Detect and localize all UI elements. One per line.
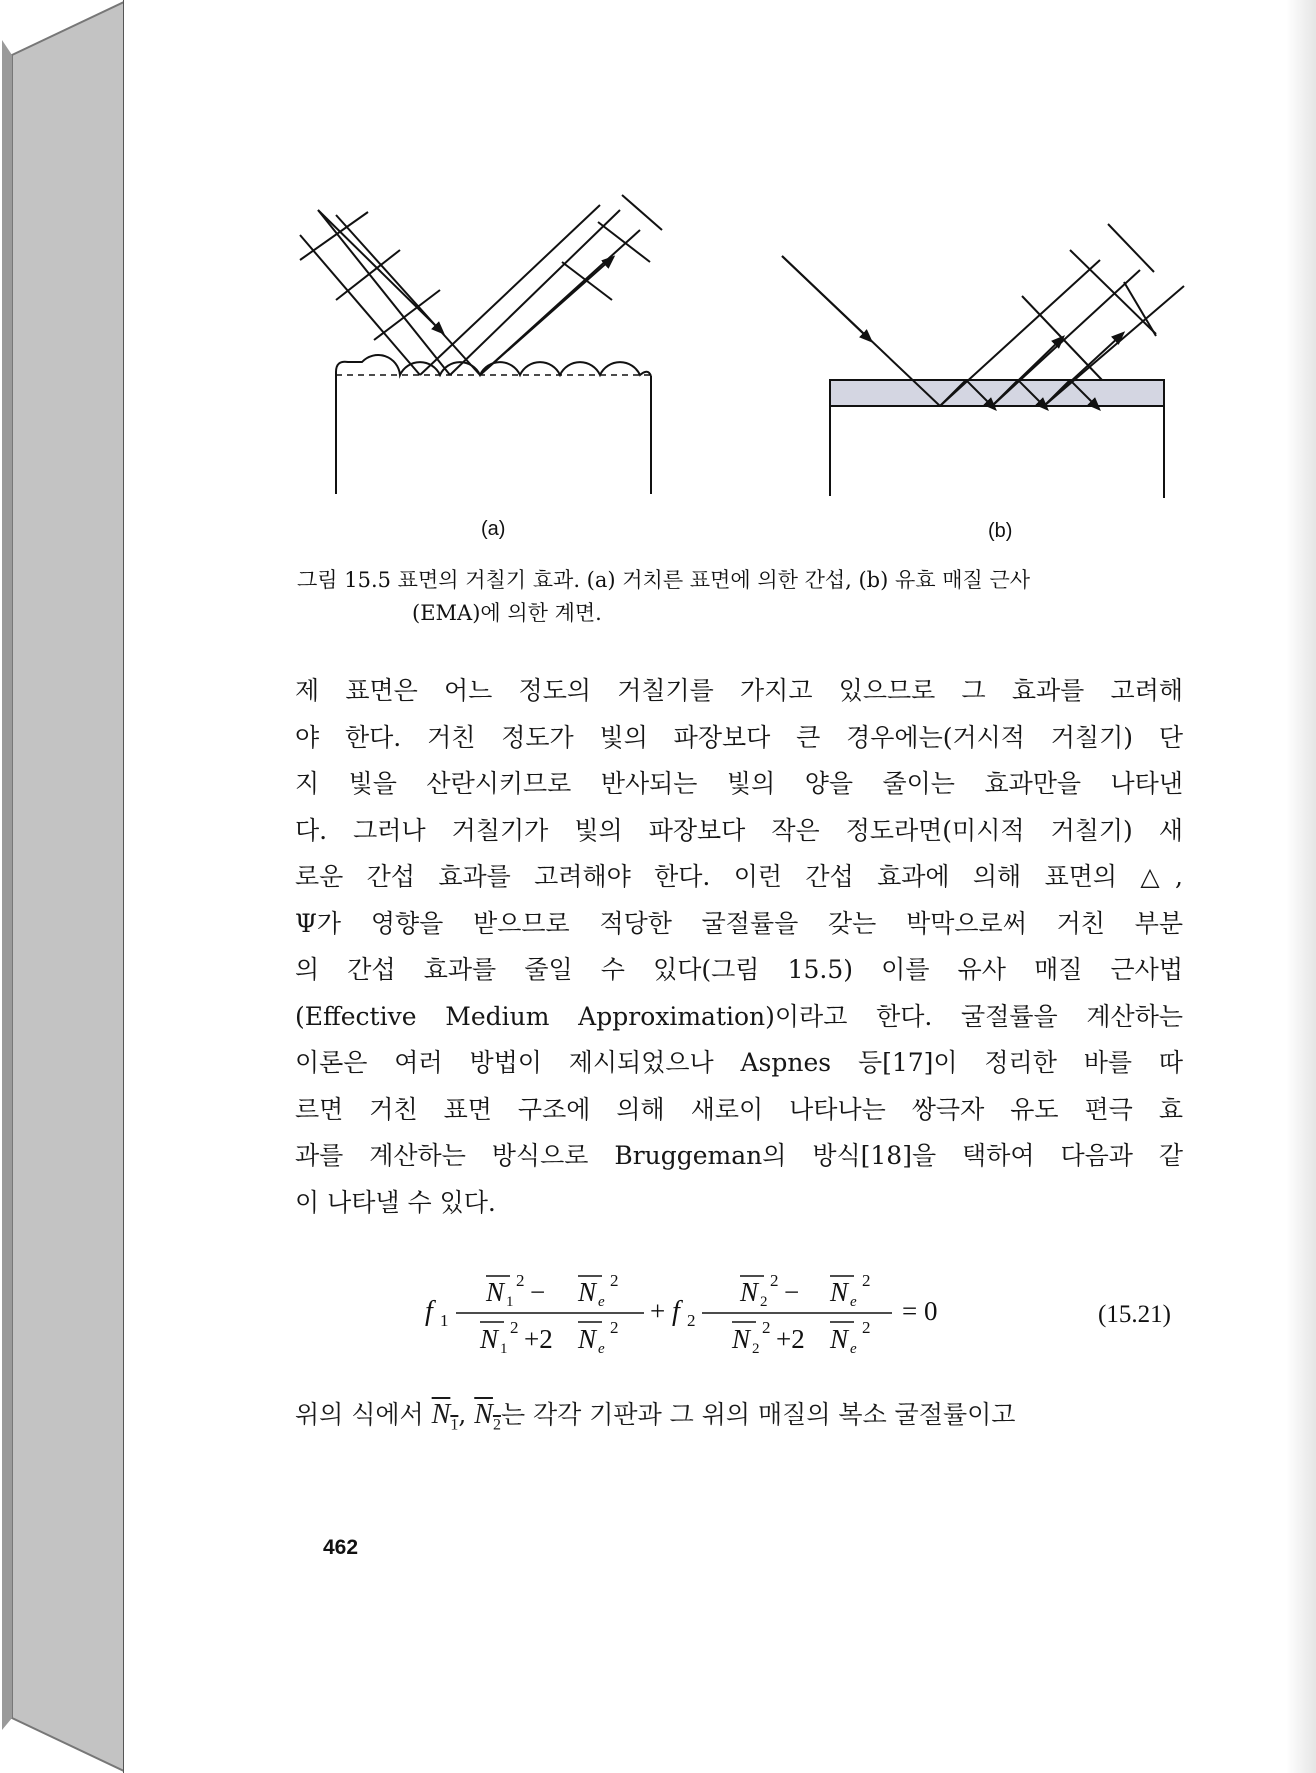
- body-line: 이론은 여러 방법이 제시되었으나 Aspnes 등[17]이 정리한 바를 따: [295, 1048, 1183, 1077]
- eq-sub-e: e: [598, 1294, 605, 1310]
- after-eq-sub-2: 2: [492, 1416, 501, 1434]
- eq-N: N: [486, 1277, 505, 1307]
- eq-sub-e: e: [850, 1294, 857, 1310]
- eq-sup-2: 2: [510, 1318, 519, 1337]
- eq-sup-2: 2: [862, 1271, 871, 1290]
- eq-plus: +: [650, 1296, 666, 1326]
- eq-sup-2: 2: [610, 1271, 619, 1290]
- body-line: 로운 간섭 효과를 고려해야 한다. 이런 간섭 효과에 의해 표면의 △,: [295, 862, 1183, 891]
- eq-N: N: [732, 1324, 751, 1354]
- figure-a-rough-surface: [300, 195, 662, 494]
- body-line: 야 한다. 거친 정도가 빛의 파장보다 큰 경우에는(거시적 거칠기) 단: [295, 722, 1183, 752]
- eq-sub-2: 2: [752, 1341, 760, 1357]
- eq-N: N: [578, 1277, 597, 1307]
- eq-sup-2: 2: [762, 1318, 771, 1337]
- figure-a-label: (a): [481, 518, 506, 540]
- body-line: 다. 그러나 거칠기가 빛의 파장보다 작은 정도라면(미시적 거칠기) 새: [295, 815, 1183, 845]
- eq-plus-two: +2: [524, 1324, 553, 1354]
- body-line: 지 빛을 산란시키므로 반사되는 빛의 양을 줄이는 효과만을 나타낸: [295, 769, 1183, 798]
- figure-15-5: [0, 0, 1316, 560]
- eq-minus: −: [530, 1277, 546, 1307]
- eq-equals-zero: = 0: [902, 1296, 938, 1326]
- eq-sup-2: 2: [862, 1318, 871, 1337]
- eq-sub-1: 1: [500, 1341, 508, 1357]
- body-line: 의 간섭 효과를 줄일 수 있다(그림 15.5) 이를 유사 매질 근사법: [295, 955, 1183, 984]
- caption-line-2: (EMA)에 의한 계면.: [412, 601, 602, 625]
- body-line: 이 나타낼 수 있다.: [295, 1187, 496, 1217]
- eq-sub-e: e: [598, 1341, 605, 1357]
- eq-sup-2: 2: [610, 1318, 619, 1337]
- after-eq-prefix: 위의 식에서: [295, 1400, 424, 1429]
- eq-f1-sub: 1: [440, 1311, 449, 1330]
- eq-sub-e: e: [850, 1341, 857, 1357]
- body-line: (Effective Medium Approximation)이라고 한다. 굴절률을 계산하는: [295, 1001, 1183, 1031]
- body-line: 르면 거친 표면 구조에 의해 새로이 나타나는 쌍극자 유도 편극 효: [295, 1094, 1183, 1124]
- after-eq-N1: [431, 1399, 459, 1434]
- eq-f2: f: [672, 1296, 680, 1327]
- after-eq-suffix: 는 각각 기판과 그 위의 매질의 복소 굴절률이고: [500, 1400, 1016, 1429]
- body-paragraph: [295, 668, 1183, 1226]
- body-line: 제 표면은 어느 정도의 거칠기를 가지고 있으므로 그 효과를 고려해: [295, 676, 1183, 705]
- figure-b-ema-layer: [782, 224, 1184, 498]
- after-eq-N: N: [474, 1399, 493, 1430]
- figure-b-label: (b): [988, 520, 1013, 542]
- after-eq-N2: [474, 1399, 501, 1434]
- eq-sup-2: 2: [770, 1271, 779, 1290]
- eq-N: N: [740, 1277, 759, 1307]
- after-eq-sub-1: 1: [450, 1416, 459, 1434]
- body-line: 과를 계산하는 방식으로 Bruggeman의 방식[18]을 택하여 다음과 같: [295, 1141, 1183, 1170]
- caption-line-1: 그림 15.5 표면의 거칠기 효과. (a) 거치른 표면에 의한 간섭, (b) 유효 매질 근사: [297, 568, 1031, 592]
- eq-plus-two: +2: [776, 1324, 805, 1354]
- after-eq-comma: ,: [458, 1400, 467, 1429]
- eq-minus: −: [784, 1277, 800, 1307]
- body-line: Ψ가 영향을 받으므로 적당한 굴절률을 갖는 박막으로써 거친 부분: [295, 908, 1183, 938]
- eq-N: N: [578, 1324, 597, 1354]
- eq-f1: f: [425, 1296, 433, 1327]
- eq-sup-2: 2: [516, 1271, 525, 1290]
- equation-15-21: [420, 1262, 1200, 1362]
- eq-N: N: [830, 1277, 849, 1307]
- page-number: 462: [323, 1536, 359, 1559]
- eq-sub-1: 1: [506, 1294, 514, 1310]
- equation-number: (15.21): [1098, 1301, 1171, 1328]
- eq-N: N: [480, 1324, 499, 1354]
- after-eq-N: N: [431, 1399, 451, 1430]
- after-equation-line: [295, 1392, 1183, 1449]
- figure-caption: [297, 564, 1197, 630]
- eq-f2-sub: 2: [687, 1311, 696, 1330]
- eq-N: N: [830, 1324, 849, 1354]
- eq-sub-2: 2: [760, 1294, 768, 1310]
